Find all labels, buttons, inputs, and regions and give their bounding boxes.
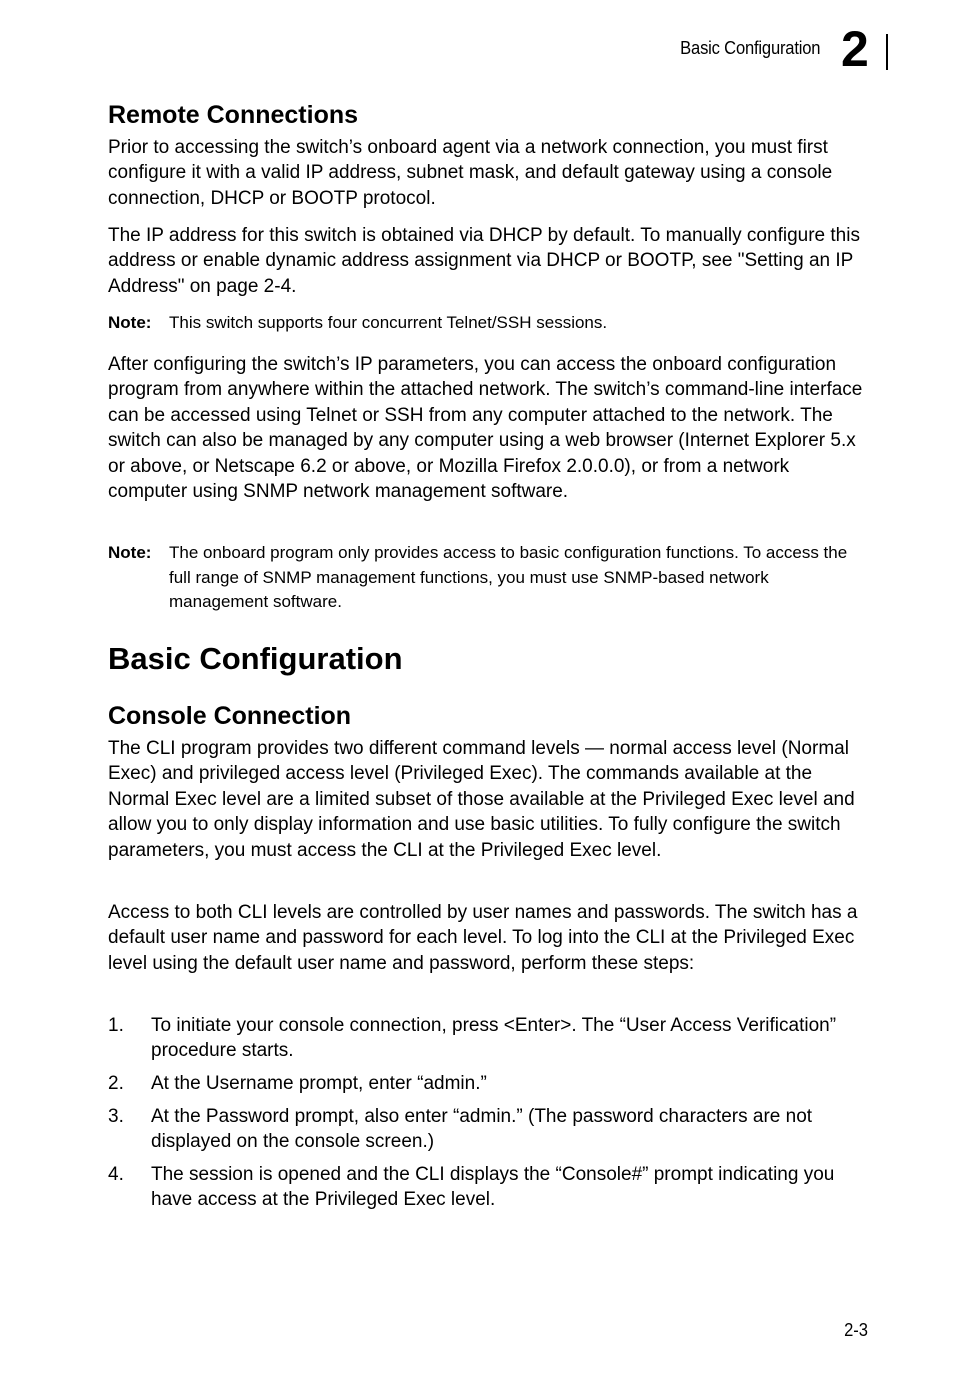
remote-para-2: The IP address for this switch is obtained via DHCP by default. To manually configure this address or enable dynamic address assignment via DHCP or BOOTP, see "Setting an IP Address" on page 2-4.: [108, 225, 860, 297]
chapter-rule: [886, 34, 888, 70]
basic-configuration-heading: Basic Configuration: [108, 641, 403, 676]
step-number: 3.: [108, 1106, 124, 1127]
header-section-title: Basic Configuration: [679, 38, 820, 58]
page-number: 2-3: [844, 1320, 868, 1340]
step-number: 2.: [108, 1073, 124, 1094]
remote-connections-heading: Remote Connections: [108, 101, 359, 129]
step-text: The session is opened and the CLI displays the “Console#” prompt indicating you have access at the Privileged Exec level.: [151, 1164, 835, 1211]
list-item: [108, 1071, 868, 1096]
list-item: [108, 1162, 868, 1213]
console-connection-heading: Console Connection: [108, 702, 352, 730]
note-telnet-sessions: [108, 311, 868, 336]
step-number: 1.: [108, 1015, 124, 1036]
chapter-number: 2: [841, 21, 868, 77]
note-text: The onboard program only provides access to basic configuration functions. To access the full range of SNMP management functions, you must use SNMP-based network management software.: [169, 543, 848, 612]
note-text: This switch supports four concurrent Telnet/SSH sessions.: [169, 313, 608, 332]
console-para-1: The CLI program provides two different command levels — normal access level (Normal Exec) and privileged access level (Privileged Exec). The commands available at the Normal Exec level are a limited subset of those available at the Privileged Exec level and allow you to only display information and use basic utilities. To fully configure the switch parameters, you must access the CLI at the Privileged Exec level.: [108, 738, 855, 861]
console-para-2: Access to both CLI levels are controlled by user names and passwords. The switch has a default user name and password for each level. To log into the CLI at the Privileged Exec level using the default user name and password, perform these steps:: [108, 902, 858, 974]
step-text: To initiate your console connection, press <Enter>. The “User Access Verification” procedure starts.: [151, 1015, 837, 1062]
remote-para-3: After configuring the switch’s IP parameters, you can access the onboard configuration program from anywhere within the attached network. The switch’s command-line interface can be accessed using Telnet or SSH from any computer attached to the network. The switch can also be managed by any computer using a web browser (Internet Explorer 5.x or above, or Netscape 6.2 or above, or Mozilla Firefox 2.0.0.0), or from a network computer using SNMP network management software.: [108, 354, 863, 503]
note-label: Note:: [108, 313, 152, 332]
note-label: Note:: [108, 543, 152, 562]
note-snmp: [108, 541, 868, 615]
list-item: [108, 1013, 868, 1064]
step-number: 4.: [108, 1164, 124, 1185]
step-text: At the Username prompt, enter “admin.”: [151, 1073, 487, 1094]
step-text: At the Password prompt, also enter “admin.” (The password characters are not displayed on the console screen.): [151, 1106, 813, 1153]
list-item: [108, 1104, 868, 1155]
remote-para-1: Prior to accessing the switch’s onboard agent via a network connection, you must first configure it with a valid IP address, subnet mask, and default gateway using a console connection, DHCP or BOOTP protocol.: [108, 137, 833, 209]
